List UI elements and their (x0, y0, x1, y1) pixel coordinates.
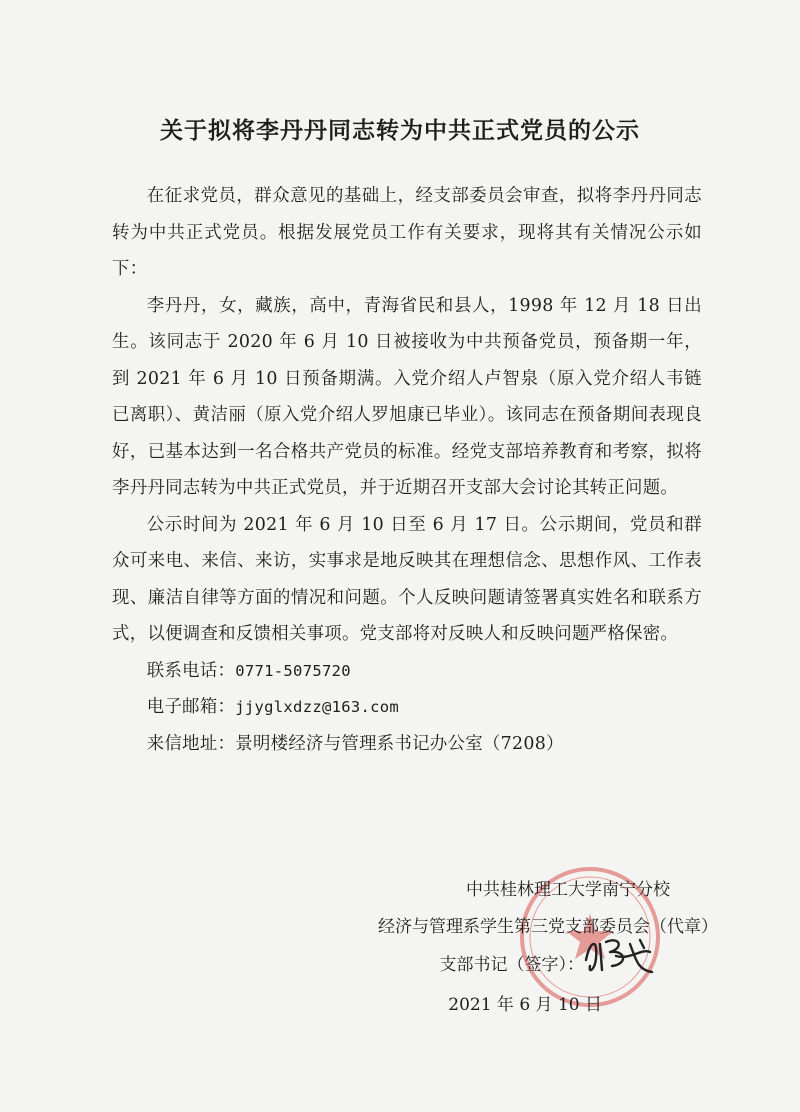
notice-body (112, 178, 702, 762)
signature-committee: 经济与管理系学生第三党支部委员会（代章） (378, 917, 718, 937)
contact-email-label: 电子邮箱： (146, 697, 236, 717)
signature-date: 2021 年 6 月 10 日 (448, 995, 602, 1015)
contact-address-value: 景明楼经济与管理系书记办公室（7208） (235, 733, 564, 754)
contact-email-value: jjyglxdzz@163.com (235, 698, 400, 716)
notice-title: 关于拟将李丹丹同志转为中共正式党员的公示 (160, 117, 640, 144)
paragraph-candidate-info: 李丹丹，女，藏族，高中，青海省民和县人，1998 年 12 月 18 日出生。该同志于 2020 年 6 月 10 日被接收为中共预备党员，预备期一年，到 2021 年 6 月 10 日预备期满。入党介绍人卢智泉（原入党介绍人韦链已离职）、黄洁丽（原入党介绍人罗旭康已毕业）。该同志在预备期间表现良好，已基本达到一名合格共产党员的标准。经党支部培养教育和考察，拟将李丹丹同志转为中共正式党员，并于近期召开支部大会讨论其转正问题。 (112, 295, 702, 498)
handwritten-signature-icon (580, 930, 660, 980)
signature-org: 中共桂林理工大学南宁分校 (466, 880, 670, 900)
paragraph-publicity-period: 公示时间为 2021 年 6 月 10 日至 6 月 17 日。公示期间，党员和群众可来电、来信、来访，实事求是地反映其在理想信念、思想作风、工作表现、廉洁自律等方面的情况和问题。个人反映问题请签署真实姓名和联系方式，以便调查和反馈相关事项。党支部将对反映人和反映问题严格保密。 (112, 514, 702, 644)
contact-address-label: 来信地址： (146, 733, 236, 754)
signature-secretary-label: 支部书记（签字）： (439, 955, 584, 975)
paragraph-intro: 在征求党员，群众意见的基础上，经支部委员会审查，拟将李丹丹同志转为中共正式党员。根据发展党员工作有关要求，现将其有关情况公示如下： (112, 186, 702, 279)
contact-email (112, 689, 702, 726)
contact-phone (112, 653, 702, 690)
contact-phone-label: 联系电话： (146, 660, 236, 681)
contact-phone-value: 0771-5075720 (235, 661, 351, 680)
contact-address (112, 726, 702, 763)
